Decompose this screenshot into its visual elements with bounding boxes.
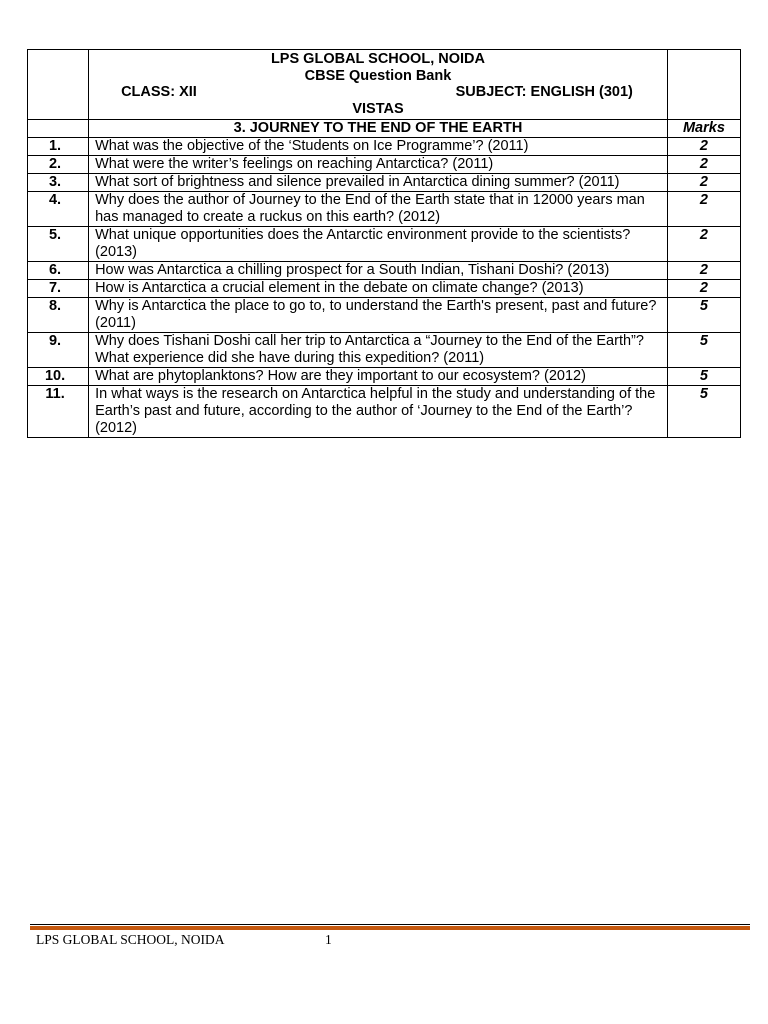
- page-number: 1: [325, 932, 332, 947]
- question-marks: 2: [667, 174, 740, 192]
- question-row: [28, 156, 741, 174]
- footer-thick-line: [30, 926, 750, 930]
- header-empty-left: [28, 50, 89, 120]
- question-text: Why does Tishani Doshi call her trip to Antarctica a “Journey to the End of the Earth”? What experience did she have during this expedition? (2011): [89, 333, 668, 368]
- question-marks: 5: [667, 368, 740, 386]
- question-row: [28, 227, 741, 262]
- footer-rule: [30, 924, 750, 930]
- school-name: LPS GLOBAL SCHOOL, NOIDA: [270, 51, 485, 67]
- question-marks: 2: [667, 156, 740, 174]
- footer-thin-line: [30, 924, 750, 925]
- question-row: [28, 174, 741, 192]
- question-bank-table: [27, 49, 741, 438]
- header-empty-right: [667, 50, 740, 120]
- question-number: [28, 156, 89, 174]
- question-number: [28, 262, 89, 280]
- question-number-text: 8.: [48, 298, 62, 314]
- subject-label: SUBJECT: ENGLISH (301): [455, 84, 633, 100]
- question-number-text: 9.: [48, 333, 62, 349]
- question-row: [28, 368, 741, 386]
- question-marks: 5: [667, 386, 740, 438]
- question-number: [28, 386, 89, 438]
- question-number-text: 3.: [48, 174, 62, 190]
- question-row: [28, 262, 741, 280]
- chapter-empty-left: [28, 120, 89, 138]
- question-marks: 2: [667, 262, 740, 280]
- question-number: [28, 368, 89, 386]
- question-number: [28, 192, 89, 227]
- question-row: [28, 280, 741, 298]
- question-number: [28, 298, 89, 333]
- question-text: What are phytoplanktons? How are they important to our ecosystem? (2012): [89, 368, 668, 386]
- question-text: What unique opportunities does the Antarctic environment provide to the scientists? (2013): [89, 227, 668, 262]
- question-number-text: 2.: [48, 156, 62, 172]
- question-text: What were the writer’s feelings on reaching Antarctica? (2011): [89, 156, 668, 174]
- question-marks: 2: [667, 280, 740, 298]
- question-row: [28, 138, 741, 156]
- chapter-title: 3. JOURNEY TO THE END OF THE EARTH: [89, 120, 668, 138]
- question-number: [28, 174, 89, 192]
- question-marks: 5: [667, 333, 740, 368]
- question-number-text: 10.: [44, 368, 66, 384]
- question-number-text: 5.: [48, 227, 62, 243]
- questions-body: [28, 138, 741, 438]
- header-row: [28, 50, 741, 120]
- class-subject-row: [95, 84, 661, 101]
- chapter-row: [28, 120, 741, 138]
- question-row: [28, 192, 741, 227]
- question-row: [28, 333, 741, 368]
- book-title: VISTAS: [352, 101, 404, 117]
- question-number: [28, 333, 89, 368]
- question-number: [28, 138, 89, 156]
- question-marks: 2: [667, 192, 740, 227]
- footer-school: LPS GLOBAL SCHOOL, NOIDA: [36, 932, 225, 947]
- question-number-text: 6.: [48, 262, 62, 278]
- question-text: In what ways is the research on Antarctica helpful in the study and understanding of the Earth’s past and future, according to the author of ‘Journey to the End of the Earth’? (2012): [89, 386, 668, 438]
- question-marks: 2: [667, 227, 740, 262]
- question-text: How is Antarctica a crucial element in the debate on climate change? (2013): [89, 280, 668, 298]
- question-marks: 2: [667, 138, 740, 156]
- question-text: What was the objective of the ‘Students on Ice Programme’? (2011): [89, 138, 668, 156]
- question-number-text: 11.: [45, 386, 65, 402]
- question-number: [28, 280, 89, 298]
- bank-title: CBSE Question Bank: [304, 67, 452, 84]
- question-text: What sort of brightness and silence prevailed in Antarctica dining summer? (2011): [89, 174, 668, 192]
- question-marks: 5: [667, 298, 740, 333]
- question-number-text: 4.: [48, 192, 62, 208]
- question-number-text: 7.: [48, 280, 62, 296]
- question-row: [28, 386, 741, 438]
- question-text: How was Antarctica a chilling prospect for a South Indian, Tishani Doshi? (2013): [89, 262, 668, 280]
- question-number: [28, 227, 89, 262]
- question-text: Why is Antarctica the place to go to, to understand the Earth's present, past and future? (2011): [89, 298, 668, 333]
- marks-header: Marks: [667, 120, 740, 138]
- question-row: [28, 298, 741, 333]
- header-cell: [89, 50, 668, 120]
- class-label: CLASS: XII: [121, 84, 197, 100]
- question-text: Why does the author of Journey to the End of the Earth state that in 12000 years man has managed to create a ruckus on this earth? (2012): [89, 192, 668, 227]
- question-number-text: 1.: [48, 138, 62, 154]
